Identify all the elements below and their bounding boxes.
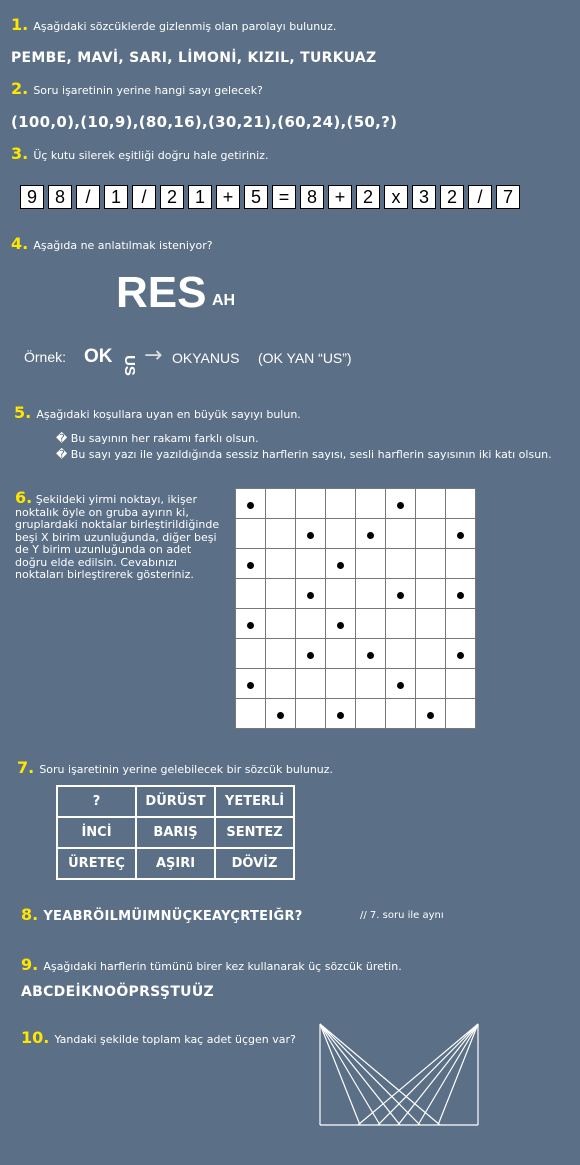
q9-letters: ABCDEİKNOÖPRSŞTUÜZ xyxy=(21,984,214,1000)
table-cell: DÖVİZ xyxy=(215,848,294,879)
grid-cell xyxy=(266,489,296,519)
grid-cell xyxy=(386,489,416,519)
q7-number: 7. xyxy=(17,758,35,777)
grid-row xyxy=(236,669,476,699)
table-cell: YETERLİ xyxy=(215,786,294,817)
table-cell: SENTEZ xyxy=(215,817,294,848)
q3-text: Üç kutu silerek eşitliği doğru hale getiriniz. xyxy=(33,149,269,162)
equation-box: / xyxy=(76,185,100,209)
q9-prompt xyxy=(21,955,402,974)
q2-prompt xyxy=(11,79,263,98)
table-row xyxy=(57,848,294,879)
dot xyxy=(367,652,374,659)
q4-number: 4. xyxy=(11,234,29,253)
dot xyxy=(457,532,464,539)
q4-prompt xyxy=(11,234,213,253)
grid-cell xyxy=(356,489,386,519)
grid-cell xyxy=(296,489,326,519)
grid-row xyxy=(236,699,476,729)
grid-cell xyxy=(326,519,356,549)
q9-number: 9. xyxy=(21,955,39,974)
grid-cell xyxy=(386,549,416,579)
grid-cell xyxy=(386,579,416,609)
equation-box: 2 xyxy=(160,185,184,209)
grid-cell xyxy=(326,579,356,609)
grid-cell xyxy=(416,519,446,549)
q5-number: 5. xyxy=(14,403,32,422)
equation-box: 8 xyxy=(48,185,72,209)
grid-cell xyxy=(356,549,386,579)
dot xyxy=(277,712,284,719)
equation-box: / xyxy=(132,185,156,209)
equation-box: 3 xyxy=(412,185,436,209)
grid-cell xyxy=(236,549,266,579)
grid-row xyxy=(236,609,476,639)
table-cell: ? xyxy=(57,786,136,817)
q8-letters: YEABRÖILMÜIMNÜÇKEAYÇRTEIĞR? xyxy=(43,909,303,924)
equation-box: / xyxy=(468,185,492,209)
grid-cell xyxy=(296,579,326,609)
q7-word-table xyxy=(56,785,295,880)
grid-row xyxy=(236,489,476,519)
table-row xyxy=(57,817,294,848)
table-row xyxy=(57,786,294,817)
table-cell: DÜRÜST xyxy=(136,786,215,817)
q6-number: 6. xyxy=(15,488,33,507)
grid-cell xyxy=(296,609,326,639)
dot xyxy=(307,592,314,599)
equation-box: + xyxy=(216,185,240,209)
dot xyxy=(307,532,314,539)
grid-cell xyxy=(386,699,416,729)
q6-text: Şekildeki yirmi noktayı, ikişer noktalık öyle on gruba ayırın ki, gruplardaki noktalar birleştirildiğinde beşi X birim uzunluğunda, diğer beşi de Y birim uzunluğunda on adet doğru elde edilsin. Cevabınızı noktaları birleştirerek gösteriniz. xyxy=(15,493,220,581)
grid-cell xyxy=(296,549,326,579)
equation-box: 7 xyxy=(496,185,520,209)
grid-cell xyxy=(236,609,266,639)
q2-text: Soru işaretinin yerine hangi sayı gelecek? xyxy=(33,84,263,97)
dot xyxy=(427,712,434,719)
q10-prompt xyxy=(21,1028,296,1047)
table-cell: BARIŞ xyxy=(136,817,215,848)
q4-explanation: (OK YAN “US”) xyxy=(258,350,352,366)
grid-cell xyxy=(416,549,446,579)
equation-box: = xyxy=(272,185,296,209)
q8-number: 8. xyxy=(21,905,39,924)
grid-cell xyxy=(296,639,326,669)
grid-cell xyxy=(326,609,356,639)
dot xyxy=(337,622,344,629)
q4-ok: OK xyxy=(84,346,113,367)
dot xyxy=(247,682,254,689)
q4-ah: AH xyxy=(212,292,236,309)
dot xyxy=(397,592,404,599)
grid-cell xyxy=(356,639,386,669)
grid-cell xyxy=(236,519,266,549)
grid-row xyxy=(236,579,476,609)
grid-cell xyxy=(296,699,326,729)
grid-cell xyxy=(416,609,446,639)
q5-text: Aşağıdaki koşullara uyan en büyük sayıyı bulun. xyxy=(36,408,301,421)
grid-cell xyxy=(266,669,296,699)
grid-row xyxy=(236,639,476,669)
q10-text: Yandaki şekilde toplam kaç adet üçgen var? xyxy=(54,1033,296,1046)
grid-cell xyxy=(326,489,356,519)
grid-cell xyxy=(266,519,296,549)
grid-cell xyxy=(266,639,296,669)
triangle-lines xyxy=(320,1024,478,1125)
arrow-right-icon: → xyxy=(144,343,163,368)
grid-cell xyxy=(386,609,416,639)
q7-prompt xyxy=(17,758,333,777)
dot xyxy=(397,502,404,509)
grid-cell xyxy=(266,579,296,609)
grid-cell xyxy=(356,579,386,609)
grid-cell xyxy=(446,669,476,699)
q3-equation-boxes xyxy=(20,185,520,209)
grid-row xyxy=(236,519,476,549)
dot xyxy=(247,502,254,509)
dot xyxy=(337,562,344,569)
grid-cell xyxy=(236,489,266,519)
grid-cell xyxy=(446,699,476,729)
equation-box: 2 xyxy=(440,185,464,209)
table-cell: ÜRETEÇ xyxy=(57,848,136,879)
equation-box: 8 xyxy=(300,185,324,209)
equation-box: 1 xyxy=(104,185,128,209)
grid-cell xyxy=(356,699,386,729)
equation-box: 5 xyxy=(244,185,268,209)
bullet-icon: � xyxy=(56,432,68,445)
grid-cell xyxy=(446,519,476,549)
equation-box: 9 xyxy=(20,185,44,209)
dot xyxy=(247,562,254,569)
dot xyxy=(457,592,464,599)
grid-cell xyxy=(326,669,356,699)
dot xyxy=(337,712,344,719)
grid-cell xyxy=(446,549,476,579)
grid-cell xyxy=(326,699,356,729)
q1-prompt xyxy=(11,15,336,34)
q4-res: RES xyxy=(116,268,207,317)
dot xyxy=(247,622,254,629)
q4-example-label: Örnek: xyxy=(24,349,67,365)
grid-cell xyxy=(266,609,296,639)
q5-condition-1: Bu sayının her rakamı farklı olsun. xyxy=(70,432,259,445)
dot xyxy=(367,532,374,539)
q6-prompt xyxy=(15,488,223,582)
q5-bullet-1 xyxy=(56,432,259,445)
grid-cell xyxy=(446,609,476,639)
q1-text: Aşağıdaki sözcüklerde gizlenmiş olan parolayı bulunuz. xyxy=(33,20,337,33)
q1-number: 1. xyxy=(11,15,29,34)
q4-us-rotated: US xyxy=(120,355,138,376)
grid-cell xyxy=(416,699,446,729)
grid-cell xyxy=(326,639,356,669)
table-cell: AŞIRI xyxy=(136,848,215,879)
q2-number: 2. xyxy=(11,79,29,98)
grid-cell xyxy=(356,519,386,549)
q8-note: // 7. soru ile aynı xyxy=(360,910,444,921)
q10-number: 10. xyxy=(21,1028,50,1047)
grid-cell xyxy=(236,639,266,669)
grid-cell xyxy=(386,669,416,699)
q4-okyanus: OKYANUS xyxy=(172,350,240,366)
grid-cell xyxy=(446,489,476,519)
q8-prompt xyxy=(21,905,303,924)
grid-row xyxy=(236,549,476,579)
grid-cell xyxy=(296,669,326,699)
dot xyxy=(397,682,404,689)
equation-box: x xyxy=(384,185,408,209)
table-cell: İNCİ xyxy=(57,817,136,848)
grid-cell xyxy=(326,549,356,579)
grid-cell xyxy=(266,549,296,579)
q6-dot-grid xyxy=(235,488,476,729)
q10-triangle-figure xyxy=(318,1022,480,1128)
grid-cell xyxy=(446,579,476,609)
q9-text: Aşağıdaki harflerin tümünü birer kez kullanarak üç sözcük üretin. xyxy=(43,960,402,973)
q1-words: PEMBE, MAVİ, SARI, LİMONİ, KIZIL, TURKUAZ xyxy=(11,50,377,66)
grid-cell xyxy=(236,579,266,609)
equation-box: + xyxy=(328,185,352,209)
q4-text: Aşağıda ne anlatılmak isteniyor? xyxy=(33,239,213,252)
q3-number: 3. xyxy=(11,144,29,163)
q5-bullet-2 xyxy=(56,448,552,461)
grid-cell xyxy=(356,609,386,639)
grid-cell xyxy=(416,579,446,609)
grid-cell xyxy=(416,489,446,519)
grid-cell xyxy=(266,699,296,729)
q7-text: Soru işaretinin yerine gelebilecek bir sözcük bulunuz. xyxy=(39,763,334,776)
grid-cell xyxy=(416,639,446,669)
q2-sequence: (100,0),(10,9),(80,16),(30,21),(60,24),(50,?) xyxy=(11,113,398,131)
q3-prompt xyxy=(11,144,268,163)
dot xyxy=(457,652,464,659)
grid-cell xyxy=(386,519,416,549)
grid-cell xyxy=(356,669,386,699)
q5-condition-2: Bu sayı yazı ile yazıldığında sessiz harflerin sayısı, sesli harflerin sayısının iki katı olsun. xyxy=(70,448,552,461)
dot xyxy=(307,652,314,659)
equation-box: 2 xyxy=(356,185,380,209)
grid-cell xyxy=(236,669,266,699)
equation-box: 1 xyxy=(188,185,212,209)
bullet-icon: � xyxy=(56,448,68,461)
grid-cell xyxy=(386,639,416,669)
q5-prompt xyxy=(14,403,301,422)
grid-cell xyxy=(296,519,326,549)
grid-cell xyxy=(446,639,476,669)
grid-cell xyxy=(236,699,266,729)
grid-cell xyxy=(416,669,446,699)
